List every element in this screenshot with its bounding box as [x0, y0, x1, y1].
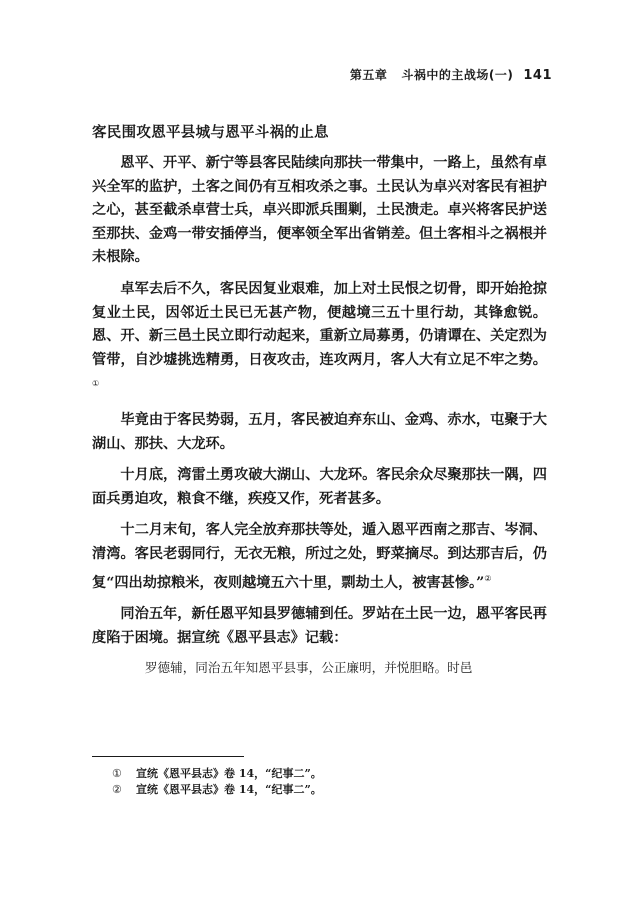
footnote-ref: ②: [484, 573, 492, 583]
chapter-title: 斗祸中的主战场(一): [401, 68, 514, 82]
paragraph: 十月底，湾雷土勇攻破大湖山、大龙环。客民余众尽聚那扶一隅，四面兵勇迫攻，粮食不继，疾疫又作，死者甚多。: [92, 467, 547, 507]
body-text: [92, 152, 547, 686]
footnotes: [112, 766, 322, 798]
paragraph-text: 十二月末旬，客人完全放弃那扶等处，遁入恩平西南之那吉、岑洞、清湾。客民老弱同行，无衣无粮，所过之处，野菜摘尽。到达那吉后，仍复“四出劫掠粮米，夜则越境五六十里，剽劫土人，被害甚惨。”: [92, 522, 547, 591]
paragraph: [92, 519, 547, 595]
footnote: [112, 782, 322, 798]
paragraph: 毕竟由于客民势弱，五月，客民被迫弃东山、金鸡、赤水，屯聚于大湖山、那扶、大龙环。: [92, 411, 547, 452]
footnote-text: 宣统《恩平县志》卷 14，“纪事二”。: [136, 767, 322, 780]
section-title: 客民围攻恩平县城与恩平斗祸的止息: [92, 125, 329, 141]
chapter-label: 第五章: [349, 68, 388, 82]
running-head: [350, 66, 552, 83]
block-quote: 罗德辅，同治五年知恩平县事，公正廉明，并悦胆略。时邑: [144, 660, 473, 676]
page-number: 141: [523, 68, 552, 83]
paragraph: 恩平、开平、新宁等县客民陆续向那扶一带集中，一路上，虽然有卓兴全军的监护，土客之间仍有互相攻杀之事。土民认为卓兴对客民有袒护之心，甚至截杀卓营士兵，卓兴即派兵围剿，土民溃走。卓兴将客民护送至那扶、金鸡一带安插停当，便率领全军出省销差。但土客相斗之祸根并未根除。: [92, 155, 547, 266]
footnote-ref: ①: [92, 379, 100, 389]
footnote-mark: ②: [112, 783, 122, 796]
paragraph: 同治五年，新任恩平知县罗德辅到任。罗站在土民一边，恩平客民再度陷于困境。据宣统《恩平县志》记载：: [92, 606, 547, 646]
footnote-text: 宣统《恩平县志》卷 14，“纪事二”。: [136, 783, 322, 796]
footnote-mark: ①: [112, 767, 122, 780]
paragraph: [92, 278, 547, 401]
paragraph-text: 卓军去后不久，客民因复业艰难，加上对土民恨之切骨，即开始抢掠复业土民，因邻近土民已无甚产物，便越境三五十里行劫，其锋愈锐。恩、开、新三邑土民立即行动起来，重新立局募勇，仍请谭在、关定烈为管带，自沙墟挑选精勇，日夜攻击，连攻两月，客人大有立足不牢之势。: [92, 280, 547, 368]
footnote: [112, 766, 322, 782]
footnote-divider: [92, 756, 244, 757]
